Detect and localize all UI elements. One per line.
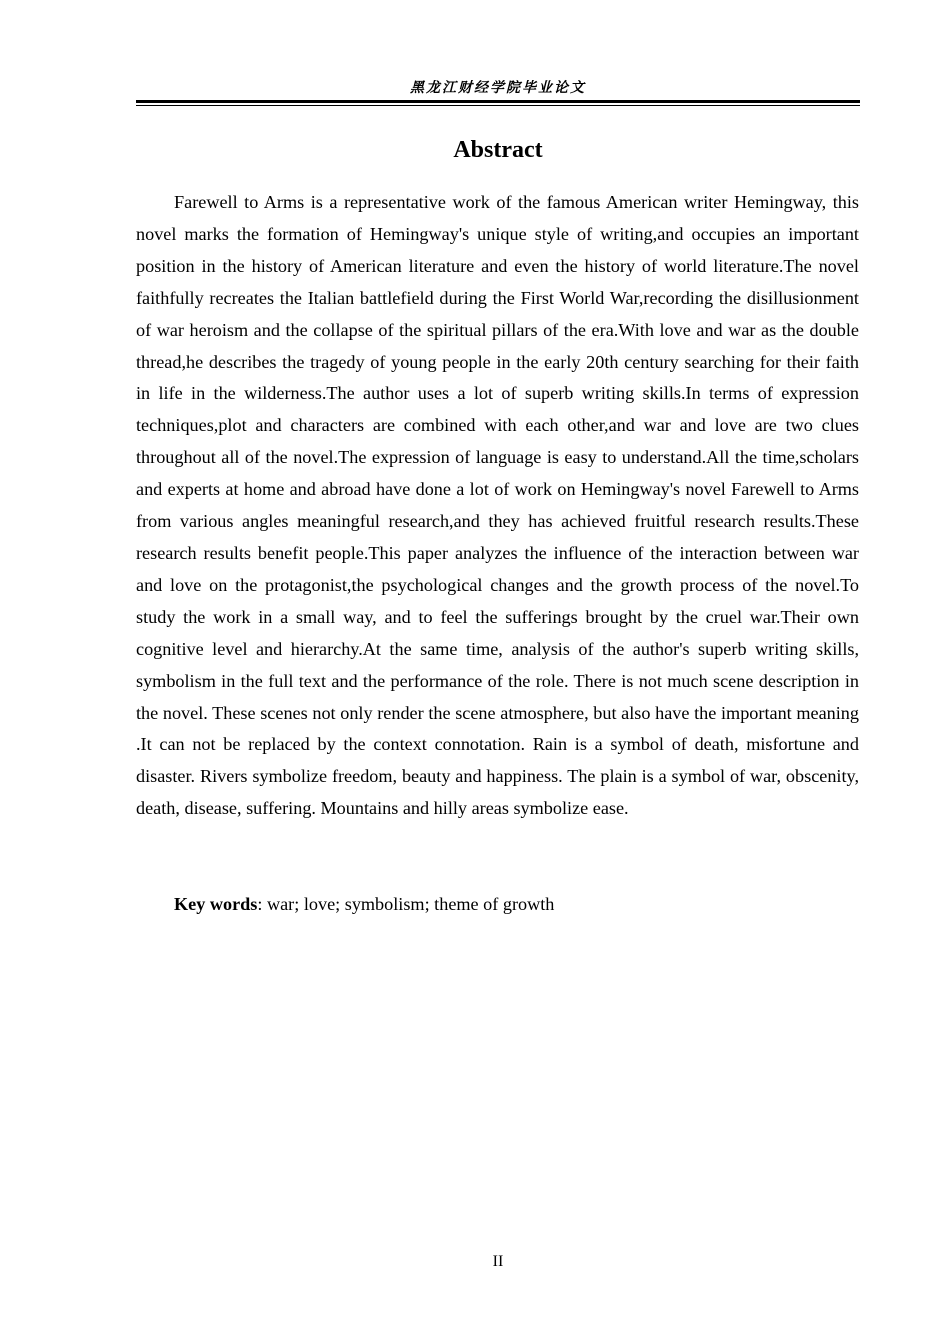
keywords-text: : war; love; symbolism; theme of growth [257,894,555,914]
header-rule-thin [136,105,860,106]
abstract-heading: Abstract [453,137,543,163]
keywords-label: Key words [174,894,258,914]
keywords-line [174,889,859,921]
running-header: 黑龙江财经学院毕业论文 [410,80,586,96]
abstract-body: Farewell to Arms is a representative work of the famous American writer Hemingway, this novel marks the formation of Hemingway's unique style of writing,and occupies an important position in the history of American literature and even the history of world literature.The novel faithfully recreates the Italian battlefield during the First World War,recording the disillusionment of war heroism and the collapse of the spiritual pillars of the era.With love and war as the double thread,he describes the tragedy of young people in the early 20th century searching for their faith in life in the wilderness.The author uses a lot of superb writing skills.In terms of expression techniques,plot and characters are combined with each other,and war and love are two clues throughout all of the novel.The expression of language is easy to understand.All the time,scholars and experts at home and abroad have done a lot of work on Hemingway's novel Farewell to Arms from various angles meaningful research,and they has achieved fruitful research results.These research results benefit people.This paper analyzes the influence of the interaction between war and love on the protagonist,the psychological changes and the growth process of the novel.To study the work in a small way, and to feel the sufferings brought by the cruel war.Their own cognitive level and hierarchy.At the same time, analysis of the author's superb writing skills, symbolism in the full text and the performance of the role. There is not much scene description in the novel. These scenes not only render the scene atmosphere, but also have the important meaning .It can not be replaced by the context connotation. Rain is a symbol of death, misfortune and disaster. Rivers symbolize freedom, beauty and happiness. The plain is a symbol of war, obscenity, death, disease, suffering. Mountains and hilly areas symbolize ease. [136,192,859,819]
page-number: II [492,1253,504,1270]
header-rule-thick [136,100,860,103]
